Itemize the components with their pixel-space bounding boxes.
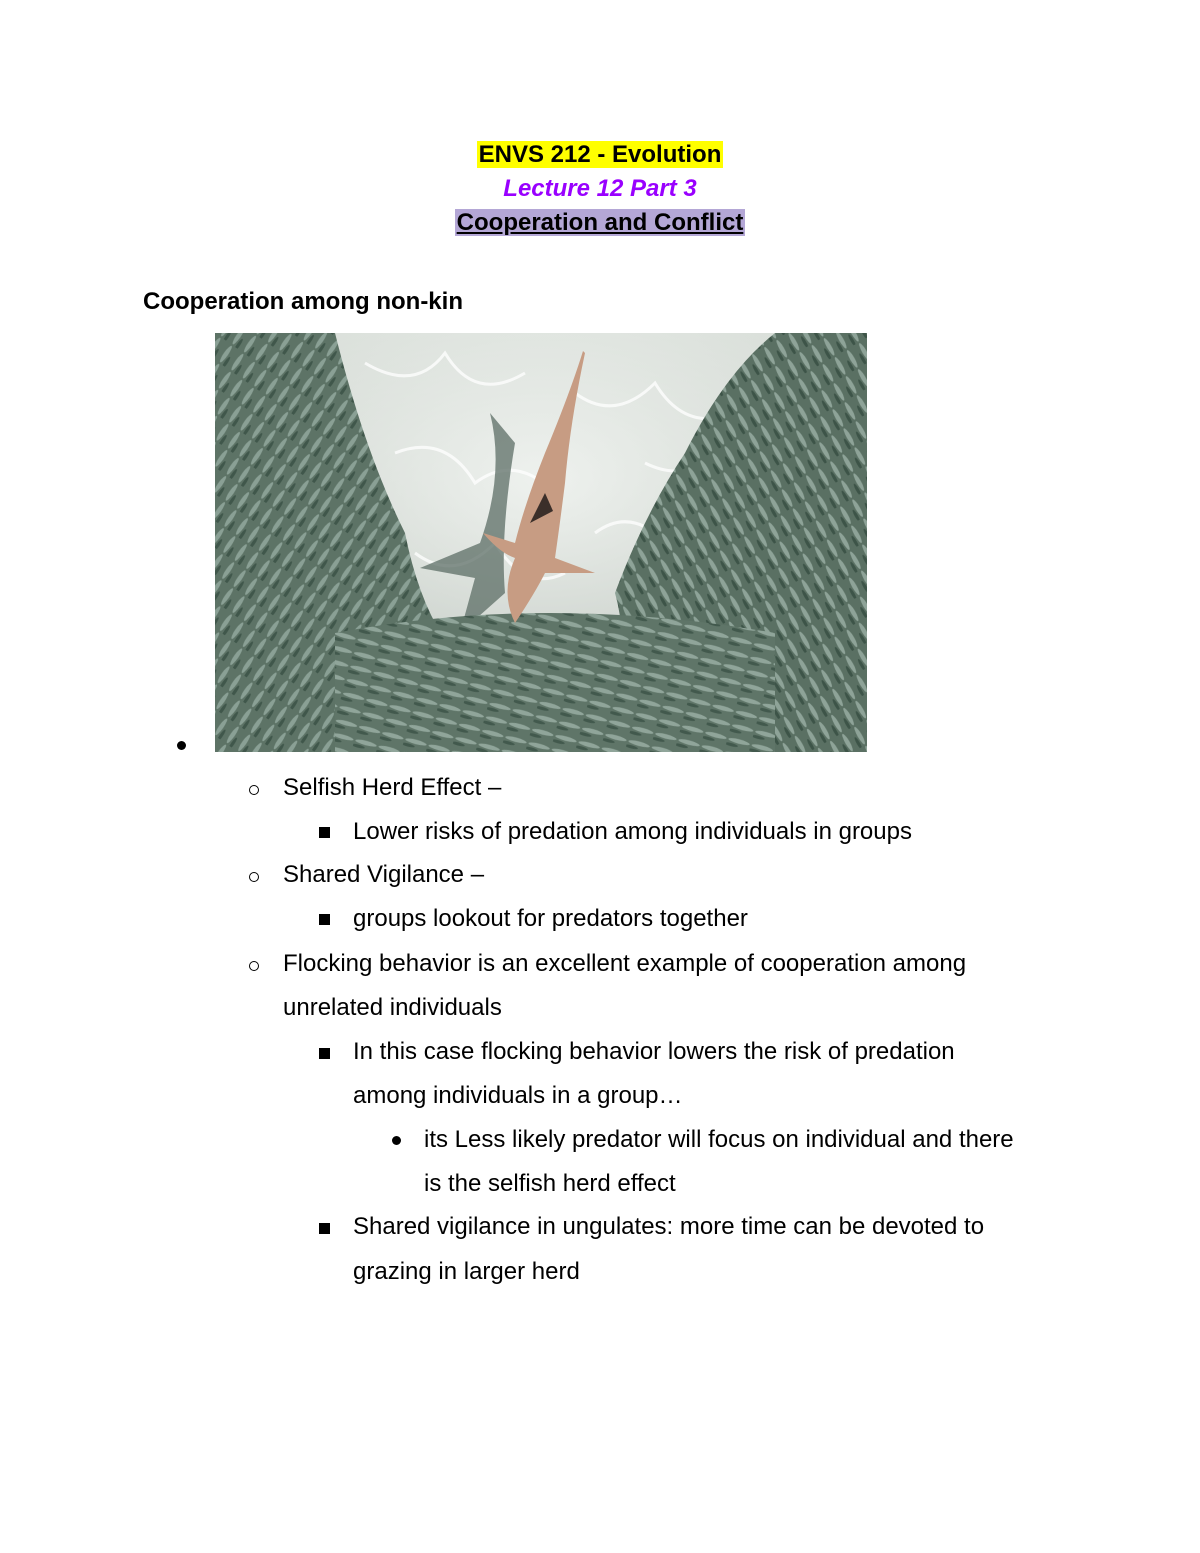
page-header [0, 138, 1200, 240]
bullet-square-icon [319, 914, 330, 925]
list-item-selfish-herd: Selfish Herd Effect – [283, 774, 502, 801]
list-item-flocking-sub1-detail-line1: its Less likely predator will focus on individual and there [424, 1126, 1014, 1153]
bullet-square-icon [319, 1223, 330, 1234]
list-item-flocking-sub2-line2: grazing in larger herd [353, 1258, 580, 1285]
bullet-circle-icon [249, 961, 259, 971]
list-item-flocking-sub1-line2: among individuals in a group… [353, 1082, 683, 1109]
list-item-selfish-herd-detail: Lower risks of predation among individuals in groups [353, 818, 912, 845]
list-item-flocking-sub2-line1: Shared vigilance in ungulates: more time can be devoted to [353, 1213, 985, 1240]
bullet-square-icon [319, 1048, 330, 1059]
bullet-circle-icon [249, 872, 259, 882]
list-item-flocking-sub1-detail-line2: is the selfish herd effect [424, 1170, 676, 1197]
bullet-square-icon [319, 827, 330, 838]
list-item-shared-vigilance-detail: groups lookout for predators together [353, 905, 748, 932]
list-item-flocking-sub1-line1: In this case flocking behavior lowers the risk of predation [353, 1038, 955, 1065]
list-item-shared-vigilance: Shared Vigilance – [283, 861, 485, 888]
course-title: ENVS 212 - Evolution [478, 141, 722, 168]
lecture-subtitle: Lecture 12 Part 3 [503, 175, 697, 202]
bullet-disc-icon [392, 1136, 401, 1145]
section-heading: Cooperation among non-kin [143, 288, 463, 315]
bullet-circle-icon [249, 785, 259, 795]
list-item-flocking-line1: Flocking behavior is an excellent example of cooperation among [283, 950, 967, 977]
list-item-flocking-line2: unrelated individuals [283, 994, 502, 1021]
shark-and-fish-school-photo [215, 333, 867, 752]
bullet-disc-icon [177, 741, 186, 750]
topic-title: Cooperation and Conflict [456, 209, 744, 236]
